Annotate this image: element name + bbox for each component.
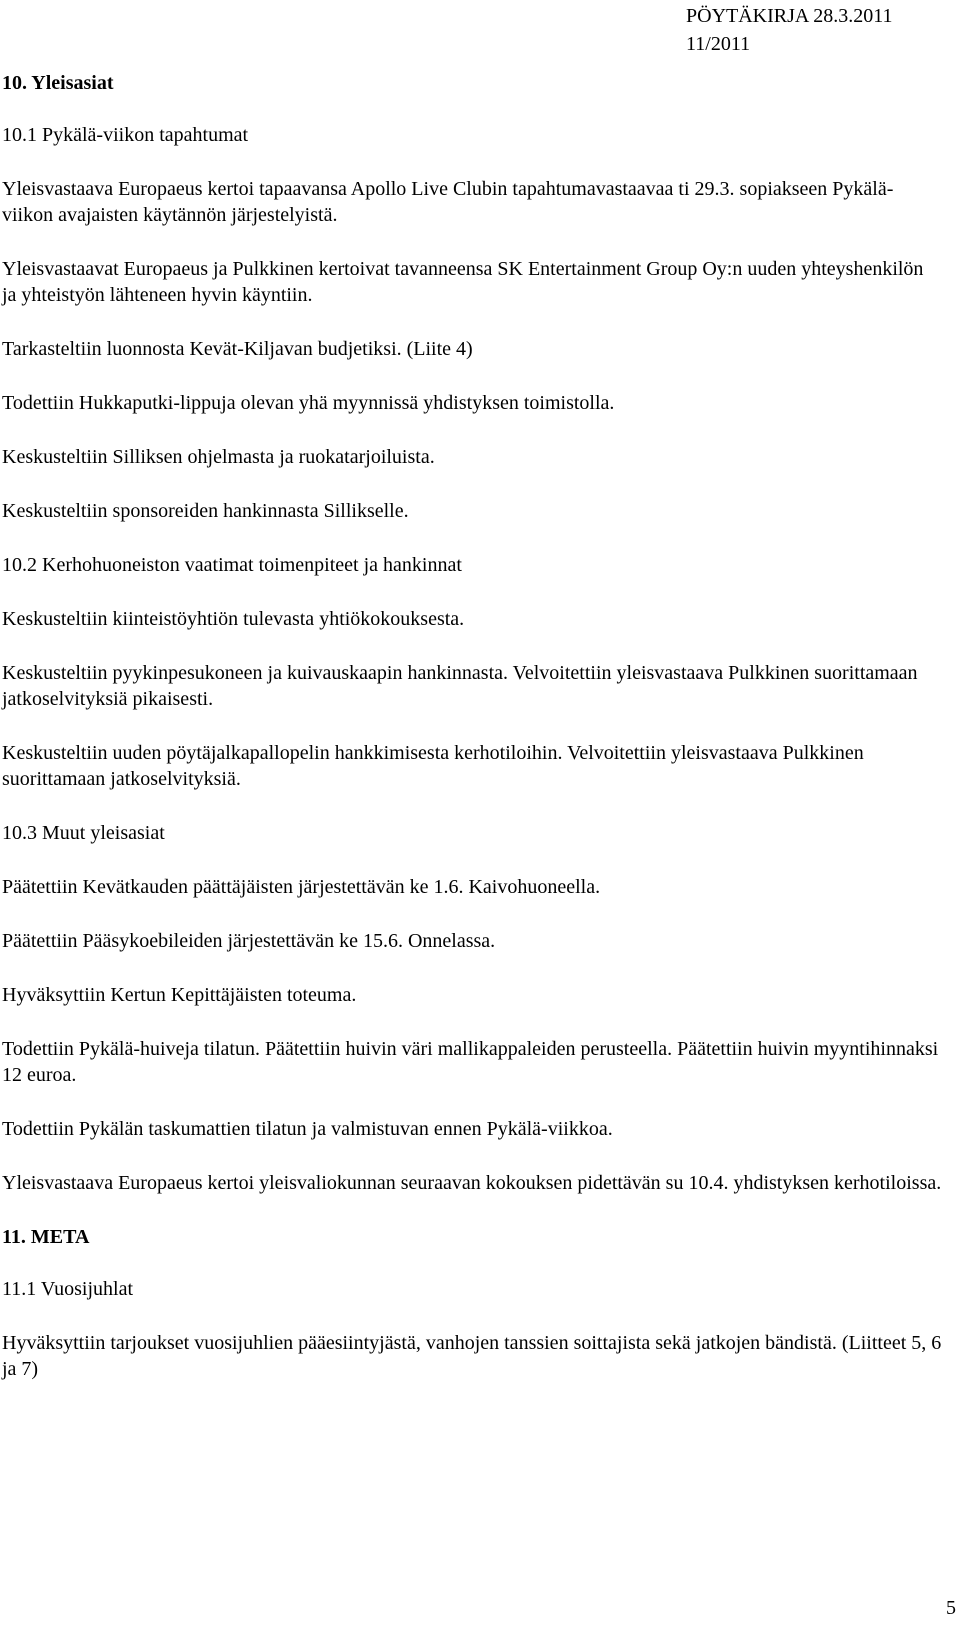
paragraph: Todettiin Hukkaputki-lippuja olevan yhä myynnissä yhdistyksen toimistolla. — [2, 392, 615, 414]
paragraph: Keskusteltiin Silliksen ohjelmasta ja ruokatarjoiluista. — [2, 446, 435, 468]
paragraph: Hyväksyttiin Kertun Kepittäjäisten toteuma. — [2, 984, 357, 1006]
page-number: 5 — [946, 1597, 956, 1619]
paragraph: Keskusteltiin uuden pöytäjalkapallopelin hankkimisesta kerhotiloihin. Velvoitettiin yleisvastaava Pulkkinen suorittamaan jatkoselvityksiä. — [2, 742, 864, 790]
subsection-title: 11.1 Vuosijuhlat — [2, 1278, 134, 1300]
paragraph: Keskusteltiin sponsoreiden hankinnasta Sillikselle. — [2, 500, 409, 522]
paragraph: Yleisvastaava Europaeus kertoi yleisvaliokunnan seuraavan kokouksen pidettävän su 10.4. yhdistyksen kerhotiloissa. — [2, 1172, 942, 1194]
section-heading: 11. META — [2, 1226, 90, 1248]
paragraph: Todettiin Pykälä-huiveja tilatun. Päätettiin huivin väri mallikappaleiden perusteella. Päätettiin huivin myyntihinnaksi 12 euroa. — [2, 1038, 939, 1086]
paragraph: Keskusteltiin kiinteistöyhtiön tulevasta yhtiökokouksesta. — [2, 608, 465, 630]
subsection-title: 10.3 Muut yleisasiat — [2, 822, 165, 844]
section-heading: 10. Yleisasiat — [2, 72, 114, 94]
paragraph: Keskusteltiin pyykinpesukoneen ja kuivauskaapin hankinnasta. Velvoitettiin yleisvastaava Pulkkinen suorittamaan jatkoselvityksiä pikaisesti. — [2, 662, 918, 710]
document-header — [636, 2, 936, 58]
document-number: 11/2011 — [686, 33, 751, 55]
subsection-title: 10.2 Kerhohuoneiston vaatimat toimenpiteet ja hankinnat — [2, 554, 462, 576]
paragraph: Päätettiin Pääsykoebileiden järjestettävän ke 15.6. Onnelassa. — [2, 930, 496, 952]
paragraph: Todettiin Pykälän taskumattien tilatun ja valmistuvan ennen Pykälä-viikkoa. — [2, 1118, 613, 1140]
paragraph: Yleisvastaava Europaeus kertoi tapaavansa Apollo Live Clubin tapahtumavastaavaa ti 29.3. sopiakseen Pykälä-viikon avajaisten käytännön järjestelyistä. — [2, 178, 894, 226]
document-type-date: PÖYTÄKIRJA 28.3.2011 — [686, 5, 893, 27]
paragraph: Päätettiin Kevätkauden päättäjäisten järjestettävän ke 1.6. Kaivohuoneella. — [2, 876, 601, 898]
subsection-title: 10.1 Pykälä-viikon tapahtumat — [2, 124, 249, 146]
paragraph: Yleisvastaavat Europaeus ja Pulkkinen kertoivat tavanneensa SK Entertainment Group Oy:n uuden yhteyshenkilön ja yhteistyön lähteneen hyvin käyntiin. — [2, 258, 924, 306]
paragraph: Tarkasteltiin luonnosta Kevät-Kiljavan budjetiksi. (Liite 4) — [2, 338, 473, 360]
document-body — [2, 70, 942, 1410]
paragraph: Hyväksyttiin tarjoukset vuosijuhlien pääesiintyjästä, vanhojen tanssien soittajista sekä jatkojen bändistä. (Liitteet 5, 6 ja 7) — [2, 1332, 942, 1380]
